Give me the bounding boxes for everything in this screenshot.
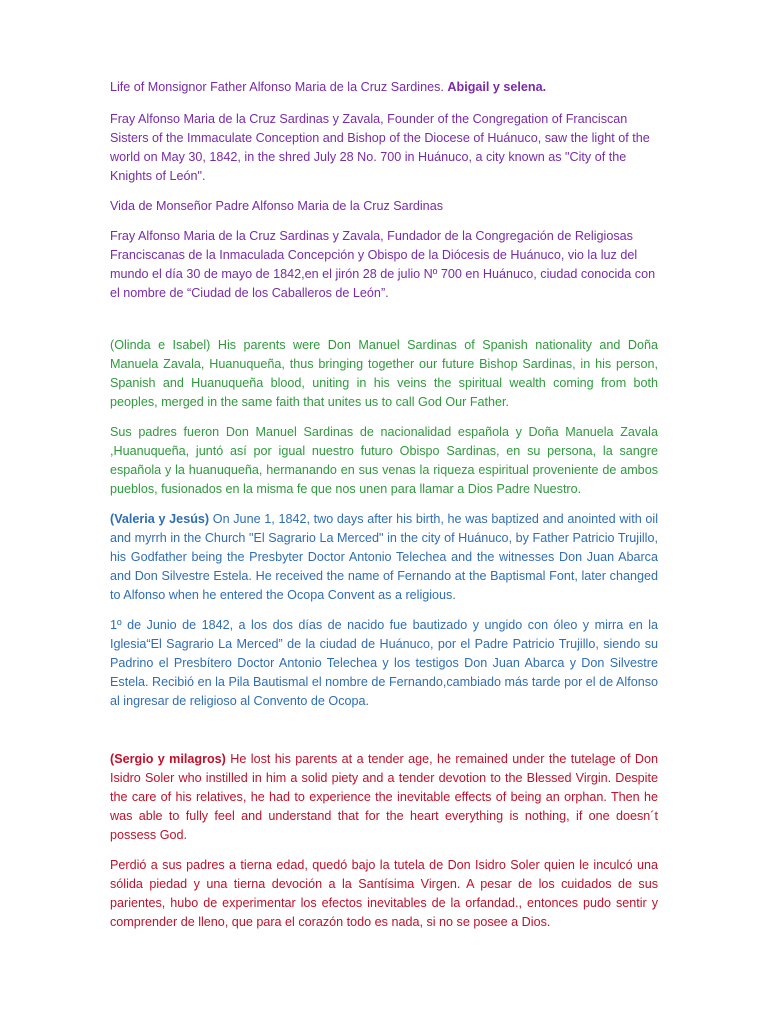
english-title xyxy=(110,78,658,97)
english-intro-paragraph: Fray Alfonso Maria de la Cruz Sardinas y Zavala, Founder of the Congregation of Franciscan Sisters of the Immaculate Conception and Bishop of the Diocese of Huánuco, saw the light of the world on May 30, 1842, in the shred July 28 No. 700 in Huánuco, a city known as "City of the Knights of León". xyxy=(110,112,650,183)
baptism-english-paragraph xyxy=(110,510,658,605)
english-title-names: Abigail y selena. xyxy=(447,80,547,94)
orphan-spanish-paragraph: Perdió a sus padres a tierna edad, quedó bajo la tutela de Don Isidro Soler quien le inculcó una sólida piedad y una tierna devoción a la Santísima Virgen. A pesar de los cuidados de sus parientes, hubo de experimentar los efectos inevitables de la orfandad., entonces pudo sentir y comprender de lleno, que para el corazón todo es nada, si no se posee a Dios. xyxy=(110,858,658,929)
spanish-intro-paragraph: Fray Alfonso Maria de la Cruz Sardinas y Zavala, Fundador de la Congregación de Religiosas Franciscanas de la Inmaculada Concepción y Obispo de la Diócesis de Huánuco, vio la luz del mundo el día 30 de mayo de 1842,en el jirón 28 de julio Nº 700 en Huánuco, ciudad conocida con el nombre de “Ciudad de los Caballeros de León”. xyxy=(110,229,656,300)
parents-spanish-paragraph: Sus padres fueron Don Manuel Sardinas de nacionalidad española y Doña Manuela Zavala ,Huanuqueña, juntó así por igual nuestro futuro Obispo Sardinas, en su persona, la sangre española y la huanuqueña, hermanando en sus venas la riqueza espiritual proveniente de ambos pueblos, fusionados en la misma fe que nos unen para llamar a Dios Padre Nuestro. xyxy=(110,425,658,496)
baptism-spanish-paragraph: 1º de Junio de 1842, a los dos días de nacido fue bautizado y ungido con óleo y mirra en la Iglesia“El Sagrario La Merced” de la ciudad de Huánuco, por el Padre Patricio Trujillo, siendo su Padrino el Presbítero Doctor Antonio Telechea y los testigos Don Juan Abarca y Don Silvestre Estela. Recibió en la Pila Bautismal el nombre de Fernando,cambiado más tarde por el de Alfonso al ingresar de religioso al Convento de Ocopa. xyxy=(110,618,658,708)
spanish-title: Vida de Monseñor Padre Alfonso Maria de la Cruz Sardinas xyxy=(110,199,443,213)
spacer xyxy=(110,314,658,336)
orphan-english-paragraph xyxy=(110,750,658,845)
english-title-main: Life of Monsignor Father Alfonso Maria de la Cruz Sardines. xyxy=(110,80,444,94)
baptism-english-text: On June 1, 1842, two days after his birth, he was baptized and anointed with oil and myrrh in the Church "El Sagrario La Merced" in the city of Huánuco, by Father Patricio Trujillo, his Godfather being the Presbyter Doctor Antonio Telechea and the witnesses Don Juan Abarca and Don Silvestre Estela. He received the name of Fernando at the Baptismal Font, later changed to Alfonso when he entered the Ocopa Convent as a religious. xyxy=(110,512,658,602)
parents-section-names: (Olinda e Isabel) xyxy=(110,338,211,352)
spacer xyxy=(110,722,658,750)
document-page xyxy=(110,78,658,943)
parents-english-paragraph xyxy=(110,336,658,412)
orphan-section-names: (Sergio y milagros) xyxy=(110,752,226,766)
orphan-english-text: He lost his parents at a tender age, he remained under the tutelage of Don Isidro Soler who instilled in him a solid piety and a tender devotion to the Blessed Virgin. Despite the care of his relatives, he had to experience the inevitable effects of being an orphan. Then he was able to fully feel and understand that for the heart everything is nothing, if one doesn´t possess God. xyxy=(110,752,659,842)
baptism-section-names: (Valeria y Jesús) xyxy=(110,512,210,526)
parents-english-text: His parents were Don Manuel Sardinas of Spanish nationality and Doña Manuela Zavala, Huanuqueña, thus bringing together our future Bishop Sardinas, in his person, Spanish and Huanuqueña blood, uniting in his veins the spiritual wealth coming from both peoples, merged in the same faith that unites us to call God Our Father. xyxy=(110,338,659,409)
